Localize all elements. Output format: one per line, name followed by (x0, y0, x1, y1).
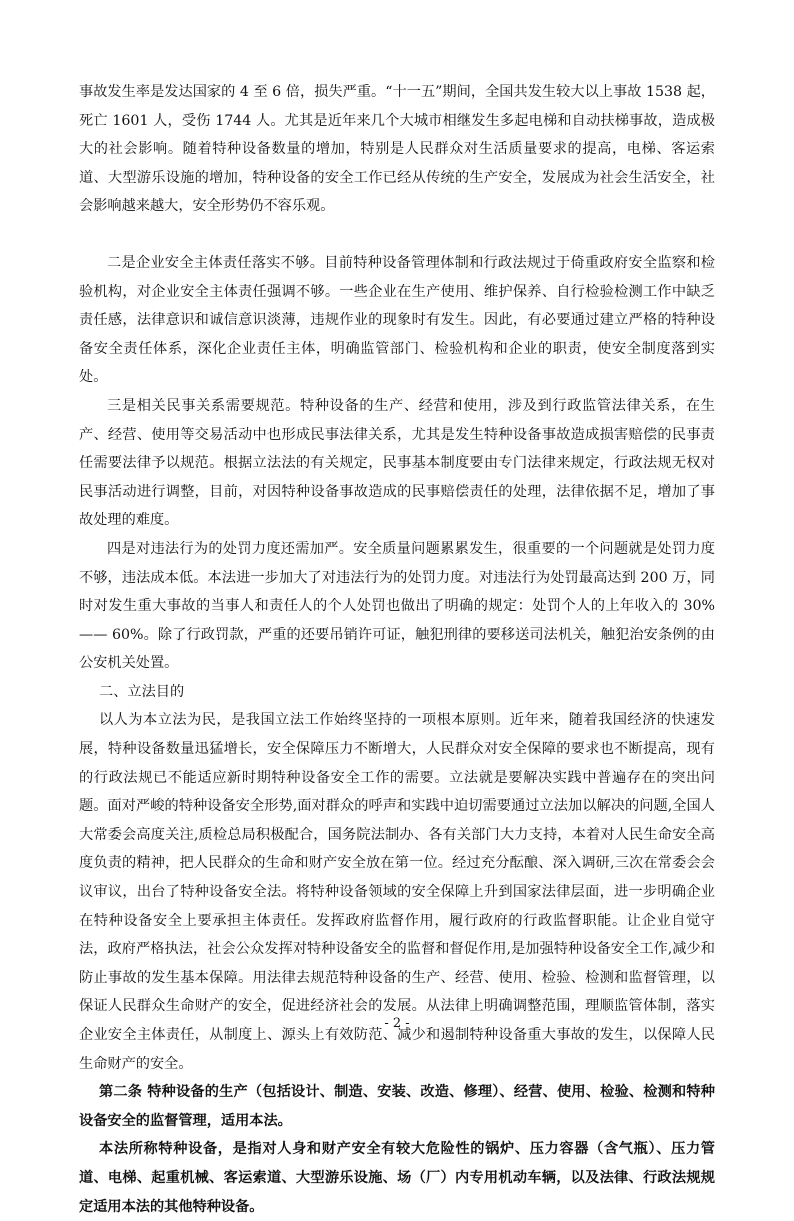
section-heading-legislative-purpose: 二、立法目的 (99, 683, 185, 700)
paragraph-civil-relations: 三是相关民事关系需要规范。特种设备的生产、经营和使用，涉及到行政监管法律关系，在生产、经营、使用等交易活动中也形成民事法律关系，尤其是发生特种设备事故造成损害赔偿的民事责任需要法律予以规范。根据立法法的有关规定，民事基本制度要由专门法律来规定，行政法规无权对民事活动进行调整，目前，对因特种设备事故造成的民事赔偿责任的处理，法律依据不足，增加了事故处理的难度。 (79, 397, 715, 529)
article-two-definition: 本法所称特种设备，是指对人身和财产安全有较大危险性的锅炉、压力容器（含气瓶）、压力管道、电梯、起重机械、客运索道、大型游乐设施、场（厂）内专用机动车辆，以及法律、行政法规规定适用本法的其他特种设备。 (79, 1141, 715, 1215)
paragraph-legislative-purpose: 以人为本立法为民，是我国立法工作始终坚持的一项根本原则。近年来，随着我国经济的快速发展，特种设备数量迅猛增长，安全保障压力不断增大，人民群众对安全保障的要求也不断提高，现有的行政法规已不能适应新时期特种设备安全工作的需要。立法就是要解决实践中普遍存在的突出问题。面对严峻的特种设备安全形势,面对群众的呼声和实践中迫切需要通过立法加以解决的问题,全国人大常委会高度关注,质检总局积极配合，国务院法制办、各有关部门大力支持，本着对人民生命安全高度负责的精神，把人民群众的生命和财产安全放在第一位。经过充分酝酿、深入调研,三次在常委会会议审议，出台了特种设备安全法。将特种设备领域的安全保障上升到国家法律层面，进一步明确企业在特种设备安全上要承担主体责任。发挥政府监督作用，履行政府的行政监督职能。让企业自觉守法，政府严格执法，社会公众发挥对特种设备安全的监督和督促作用,是加强特种设备安全工作,减少和防止事故的发生基本保障。用法律去规范特种设备的生产、经营、使用、检验、检测和监督管理，以保证人民群众生命财产的安全，促进经济社会的发展。从法律上明确调整范围，理顺监管体制，落实企业安全主体责任，从制度上、源头上有效防范、减少和遏制特种设备重大事故的发生，以保障人民生命财产的安全。 (79, 712, 715, 1072)
paragraph-accident-rate: 事故发生率是发达国家的 4 至 6 倍，损失严重。“十一五”期间，全国共发生较大以上事故 1538 起，死亡 1601 人，受伤 1744 人。尤其是近年来几个大城市相继发生多起电梯和自动扶梯事故，造成极大的社会影响。随着特种设备数量的增加，特别是人民群众对生活质量要求的提高，电梯、客运索道、大型游乐设施的增加，特种设备的安全工作已经从传统的生产安全，发展成为社会生活安全，社会影响越来越大，安全形势仍不容乐观。 (79, 84, 715, 215)
document-body (79, 78, 715, 1221)
paragraph-penalties: 四是对违法行为的处罚力度还需加严。安全质量问题累累发生，很重要的一个问题就是处罚力度不够，违法成本低。本法进一步加大了对违法行为的处罚力度。对违法行为处罚最高达到 200 万，同时对发生重大事故的当事人和责任人的个人处罚也做出了明确的规定：处罚个人的上年收入的 30%—— 60%。除了行政罚款，严重的还要吊销许可证，触犯刑律的要移送司法机关，触犯治安条例的由公安机关处置。 (79, 540, 715, 672)
page-number: - 2 - (384, 1016, 410, 1031)
paragraph-gap (79, 221, 715, 249)
article-two: 第二条 特种设备的生产（包括设计、制造、安装、改造、修理）、经营、使用、检验、检测和特种设备安全的监督管理，适用本法。 (79, 1084, 715, 1129)
paragraph-enterprise-responsibility: 二是企业安全主体责任落实不够。目前特种设备管理体制和行政法规过于倚重政府安全监察和检验机构，对企业安全主体责任强调不够。一些企业在生产使用、维护保养、自行检验检测工作中缺乏责任感，法律意识和诚信意识淡薄，违规作业的现象时有发生。因此，有必要通过建立严格的特种设备安全责任体系，深化企业责任主体，明确监管部门、检验机构和企业的职责，使安全制度落到实处。 (79, 254, 715, 386)
